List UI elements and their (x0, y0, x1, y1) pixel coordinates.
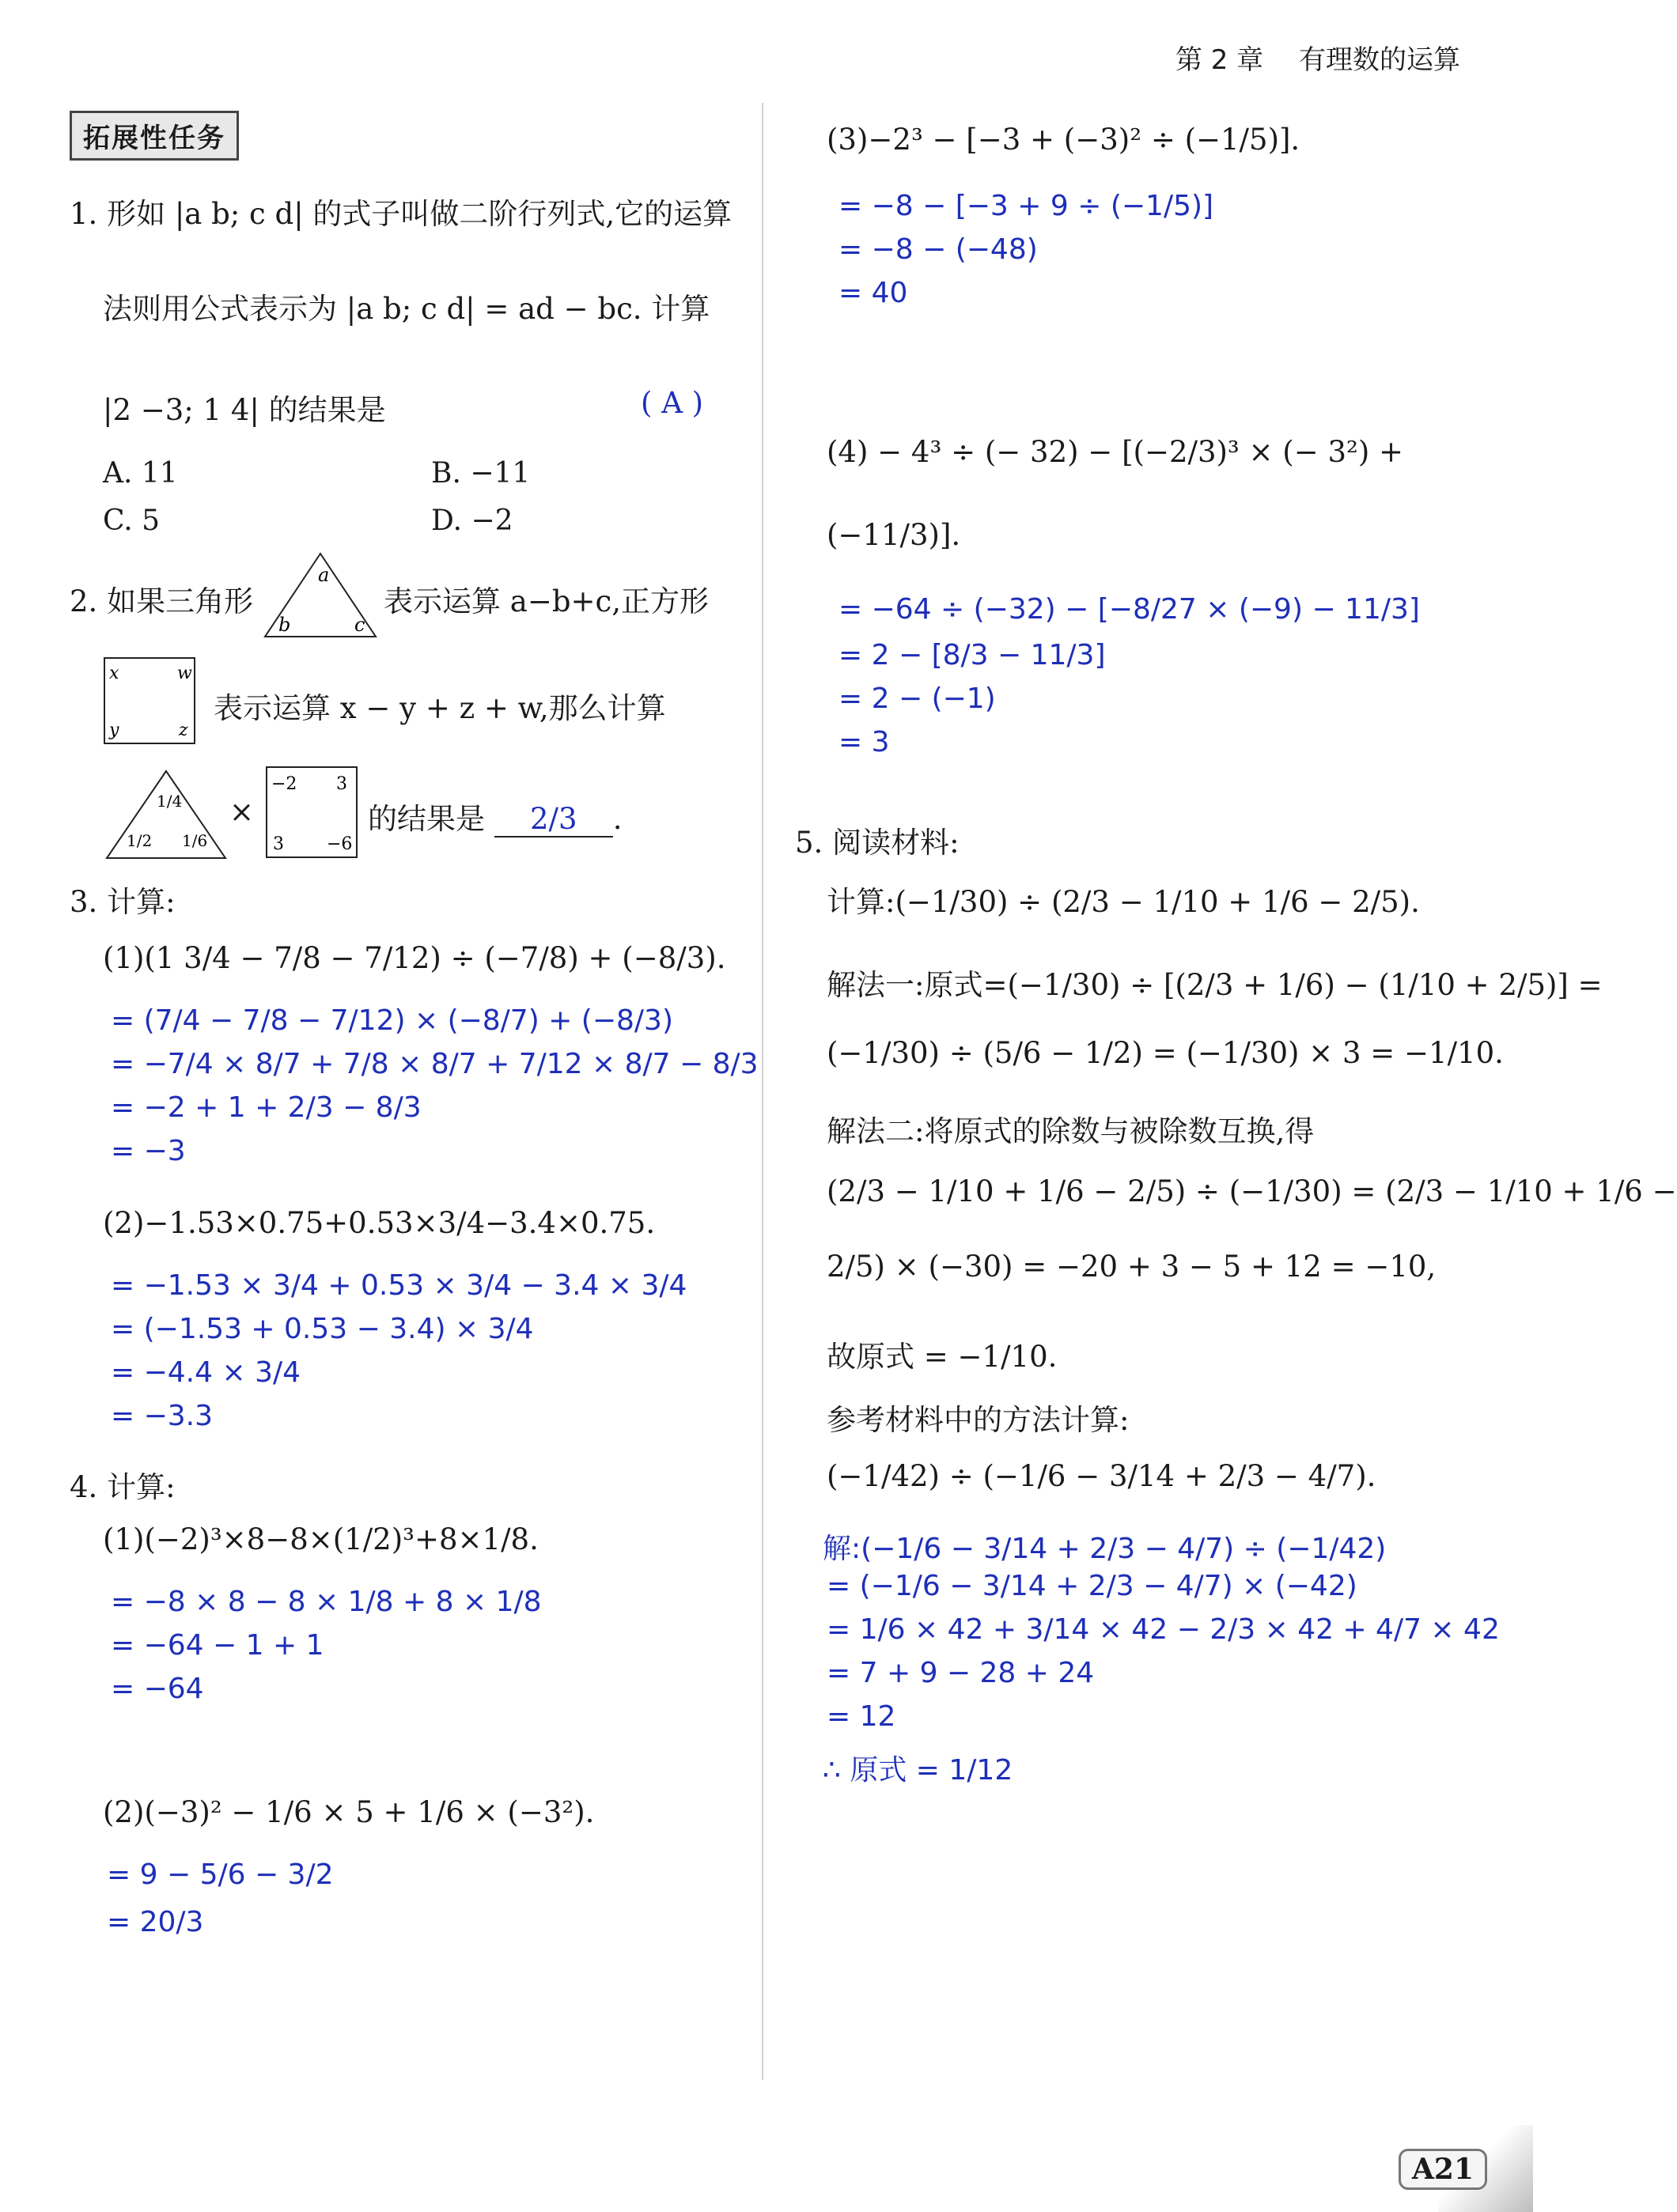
square-shape-numbers (265, 766, 358, 859)
tri-label-a: a (318, 564, 330, 586)
q1-option-d: D. −2 (431, 505, 513, 537)
q3-part2: (2)−1.53×0.75+0.53×3/4−3.4×0.75. (103, 1206, 656, 1240)
column-divider (762, 103, 763, 2080)
q5-step3: = 1/6 × 42 + 3/14 × 42 − 2/3 × 42 + 4/7 × 42 (827, 1613, 1500, 1646)
sq2-label-br: −6 (327, 834, 353, 854)
q3-p2-step3: = −4.4 × 3/4 (111, 1356, 301, 1389)
q4-part4-line2: (−11/3)]. (827, 518, 961, 552)
q2-line2: 表示运算 x − y + z + w,那么计算 (214, 691, 666, 725)
sq2-label-tr: 3 (336, 774, 347, 794)
q1-option-a: A. 11 (103, 457, 178, 490)
times-sign: × (229, 795, 255, 829)
q5-step2: = (−1/6 − 3/14 + 2/3 − 4/7) × (−42) (827, 1570, 1357, 1602)
q4-p3-step2: = −8 − (−48) (838, 233, 1038, 266)
q5-title: 5. 阅读材料: (795, 826, 960, 860)
q3-p1-step2: = −7/4 × 8/7 + 7/8 × 8/7 + 7/12 × 8/7 − 8/3 (111, 1048, 759, 1080)
q3-title: 3. 计算: (70, 885, 176, 919)
tri-label-b: b (278, 614, 291, 636)
q3-part1: (1)(1 3/4 − 7/8 − 7/12) ÷ (−7/8) + (−8/3). (103, 941, 726, 975)
sq2-label-bl: 3 (273, 834, 284, 854)
q5-line6: 2/5) × (−30) = −20 + 3 − 5 + 12 = −10, (827, 1250, 1437, 1284)
q4-p1-step3: = −64 (111, 1673, 204, 1705)
q3-p1-step3: = −2 + 1 + 2/3 − 8/3 (111, 1091, 422, 1124)
page-number: A21 (1399, 2149, 1487, 2190)
q5-line1: 计算:(−1/30) ÷ (2/3 − 1/10 + 1/6 − 2/5). (827, 885, 1420, 919)
q1-option-c: C. 5 (103, 505, 161, 537)
q5-conclusion: ∴ 原式 = 1/12 (823, 1754, 1013, 1787)
q5-line3: (−1/30) ÷ (5/6 − 1/2) = (−1/30) × 3 = −1/10. (827, 1036, 1504, 1070)
q1-line2: 法则用公式表示为 |a b; c d| = ad − bc. 计算 (103, 292, 710, 326)
q1-line1: 1. 形如 |a b; c d| 的式子叫做二阶行列式,它的运算 (70, 197, 733, 231)
sq2-label-tl: −2 (271, 774, 297, 794)
q5-line7: 故原式 = −1/10. (827, 1340, 1058, 1374)
q4-part2: (2)(−3)² − 1/6 × 5 + 1/6 × (−3²). (103, 1795, 595, 1829)
q3-p2-step2: = (−1.53 + 0.53 − 3.4) × 3/4 (111, 1313, 534, 1345)
q4-part3: (3)−2³ − [−3 + (−3)² ÷ (−1/5)]. (827, 123, 1300, 157)
tri2-label-right: 1/6 (182, 831, 208, 850)
q4-p1-step2: = −64 − 1 + 1 (111, 1629, 324, 1662)
chapter-title: 有理数的运算 (1299, 44, 1460, 76)
q4-p4-step3: = 2 − (−1) (838, 683, 996, 715)
q2-answer-blank: 2/3 (494, 802, 613, 838)
q1-option-b: B. −11 (431, 457, 531, 490)
q1-answer: ( A ) (641, 386, 704, 420)
q4-p2-step1: = 9 − 5/6 − 3/2 (107, 1858, 334, 1891)
page-header (1175, 38, 1460, 77)
q4-p3-step1: = −8 − [−3 + 9 ÷ (−1/5)] (838, 190, 1214, 222)
q3-p2-step4: = −3.3 (111, 1400, 214, 1432)
q4-p4-step4: = 3 (838, 726, 890, 758)
q3-p1-step1: = (7/4 − 7/8 − 7/12) × (−8/7) + (−8/3) (111, 1004, 673, 1037)
square-shape-xyzw (103, 656, 196, 745)
q4-p4-step2: = 2 − [8/3 − 11/3] (838, 639, 1106, 671)
q2-line1b: 表示运算 a−b+c,正方形 (384, 584, 709, 618)
section-badge: 拓展性任务 (70, 111, 239, 161)
q5-step4: = 7 + 9 − 28 + 24 (827, 1657, 1095, 1689)
q1-line3: |2 −3; 1 4| 的结果是 (103, 393, 386, 427)
q4-p3-step3: = 40 (838, 277, 908, 309)
q2-result-label: 的结果是 (368, 802, 485, 836)
tri2-label-left: 1/2 (127, 831, 153, 850)
q2-line1: 2. 如果三角形 (70, 584, 254, 618)
q4-part1: (1)(−2)³×8−8×(1/2)³+8×1/8. (103, 1522, 539, 1556)
q4-part4-line1: (4) − 4³ ÷ (− 32) − [(−2/3)³ × (− 3²) + (827, 435, 1404, 469)
q5-line9: (−1/42) ÷ (−1/6 − 3/14 + 2/3 − 4/7). (827, 1459, 1376, 1493)
q4-p4-step1: = −64 ÷ (−32) − [−8/27 × (−9) − 11/3] (838, 593, 1420, 626)
triangle-shape-abc (261, 550, 380, 641)
sq-label-x: x (109, 664, 119, 683)
triangle-shape-numbers (103, 767, 229, 862)
sq-label-y: y (109, 720, 119, 740)
q3-p2-step1: = −1.53 × 3/4 + 0.53 × 3/4 − 3.4 × 3/4 (111, 1269, 687, 1302)
chapter-number: 第 2 章 (1175, 44, 1264, 76)
q5-line2: 解法一:原式=(−1/30) ÷ [(2/3 + 1/6) − (1/10 + 2/5)] = (827, 968, 1603, 1002)
q5-step1: 解:(−1/6 − 3/14 + 2/3 − 4/7) ÷ (−1/42) (823, 1533, 1387, 1565)
q5-step5: = 12 (827, 1700, 896, 1733)
q2-line3: 的结果是 2/3 . (368, 802, 623, 836)
q4-p1-step1: = −8 × 8 − 8 × 1/8 + 8 × 1/8 (111, 1586, 542, 1618)
q5-line4: 解法二:将原式的除数与被除数互换,得 (827, 1114, 1315, 1148)
q4-p2-step2: = 20/3 (107, 1906, 204, 1938)
q3-p1-step4: = −3 (111, 1135, 186, 1167)
tri-label-c: c (354, 614, 365, 636)
tri2-label-top: 1/4 (157, 792, 183, 811)
sq-label-z: z (179, 720, 188, 740)
sq-label-w: w (177, 664, 192, 683)
q4-title: 4. 计算: (70, 1470, 176, 1504)
q5-line8: 参考材料中的方法计算: (827, 1403, 1130, 1437)
q5-line5: (2/3 − 1/10 + 1/6 − 2/5) ÷ (−1/30) = (2/3 − 1/10 + 1/6 − (827, 1174, 1677, 1208)
